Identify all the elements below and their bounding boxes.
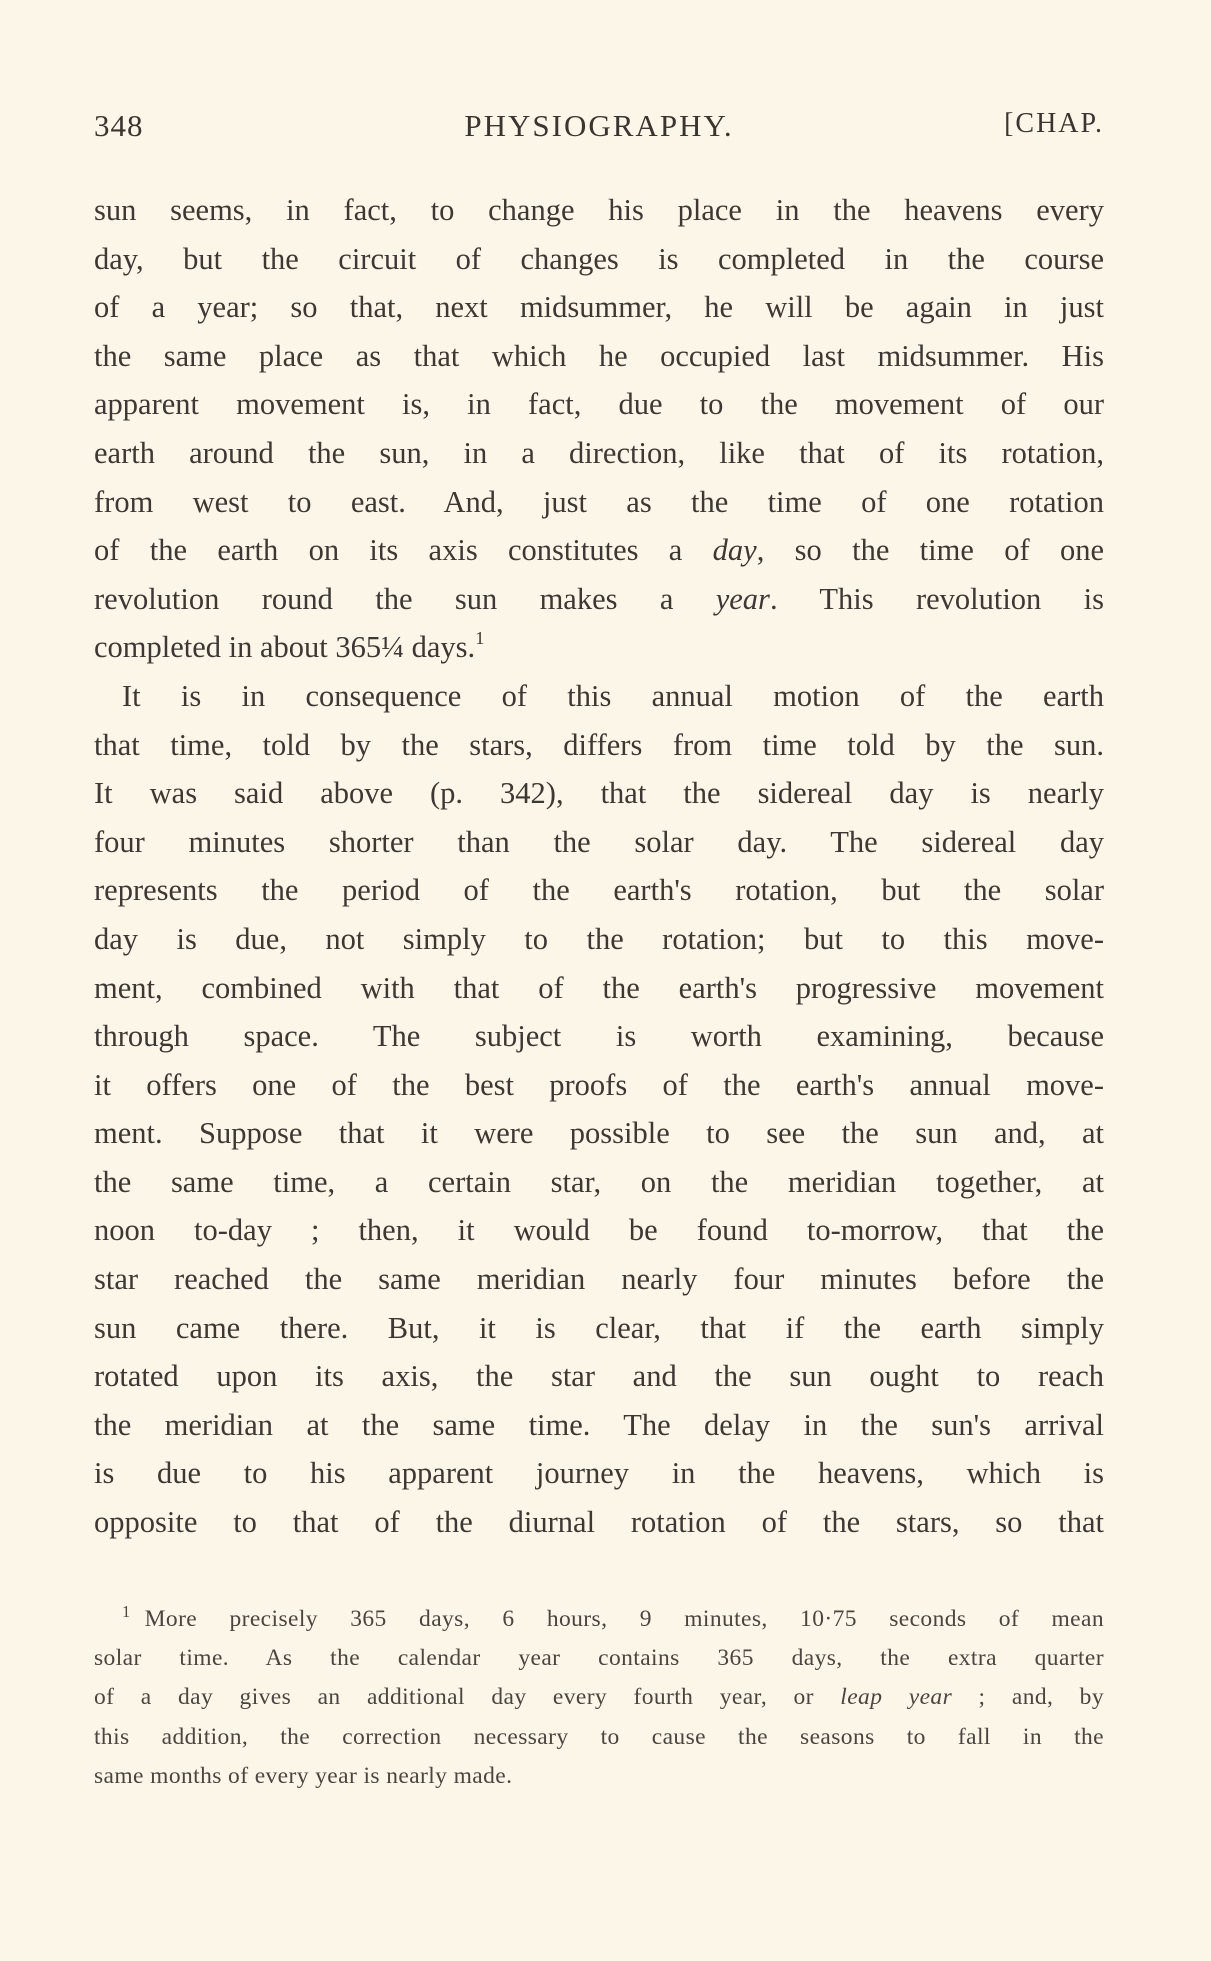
footnote-marker: 1 (122, 1601, 131, 1621)
text-line: four minutes shorter than the solar day. The sidereal day (94, 824, 1104, 859)
text-line: sun seems, in fact, to change his place in the heavens every (94, 193, 1104, 227)
body-text (94, 186, 1104, 1547)
footnote-reference: 1 (475, 628, 485, 649)
text-line: through space. The subject is worth examining, because (94, 1019, 1104, 1054)
text-line: it offers one of the best proofs of the earth's annual move- (94, 1067, 1104, 1102)
text-segment: ; and, by (952, 1684, 1104, 1711)
text-line: the same time, a certain star, on the meridian together, at (94, 1164, 1104, 1199)
footnote-line: solar time. As the calendar year contains 365 days, the extra quarter (94, 1645, 1104, 1672)
italic-term-year: year (715, 581, 770, 616)
text-line: It is in consequence of this annual motion of the earth (122, 678, 1104, 713)
page-header (94, 108, 1104, 156)
text-segment: , so the time of one (756, 533, 1104, 568)
text-line: that time, told by the stars, differs from time told by the sun. (94, 727, 1104, 762)
running-title: PHYSIOGRAPHY. (464, 108, 734, 143)
italic-term-leap-year: leap year (840, 1684, 953, 1711)
text-line: the same place as that which he occupied last midsummer. His (94, 338, 1104, 373)
text-segment: revolution round the sun makes a (94, 581, 716, 616)
text-segment: of a day gives an additional day every fourth year, or (94, 1684, 841, 1711)
text-line: day, but the circuit of changes is completed in the course (94, 241, 1104, 276)
text-line: opposite to that of the diurnal rotation of the stars, so that (94, 1505, 1104, 1540)
text-line: ment, combined with that of the earth's progressive movement (94, 970, 1104, 1005)
text-line: star reached the same meridian nearly four minutes before the (94, 1262, 1104, 1297)
text-line: is due to his apparent journey in the heavens, which is (94, 1456, 1104, 1491)
italic-term-day: day (712, 533, 757, 568)
text-line (94, 623, 1104, 672)
text-line: of a year; so that, next midsummer, he will be again in just (94, 290, 1104, 325)
text-line: from west to east. And, just as the time of one rotation (94, 484, 1104, 519)
page-number: 348 (94, 108, 144, 143)
text-line (94, 526, 1104, 575)
text-line: rotated upon its axis, the star and the sun ought to reach (94, 1359, 1104, 1394)
footnote-line (94, 1600, 1104, 1639)
footnote-line: same months of every year is nearly made. (94, 1762, 513, 1789)
text-line: It was said above (p. 342), that the sidereal day is nearly (94, 776, 1104, 811)
text-line: day is due, not simply to the rotation; but to this move- (94, 921, 1104, 956)
footnote-line (94, 1678, 1104, 1717)
text-line: apparent movement is, in fact, due to the movement of our (94, 387, 1104, 422)
text-line: represents the period of the earth's rotation, but the solar (94, 873, 1104, 908)
text-line: sun came there. But, it is clear, that if the earth simply (94, 1310, 1104, 1345)
text-segment: More precisely 365 days, 6 hours, 9 minutes, 10·75 seconds of mean (144, 1606, 1104, 1632)
text-line: the meridian at the same time. The delay in the sun's arrival (94, 1407, 1104, 1442)
text-line: noon to-day ; then, it would be found to-morrow, that the (94, 1213, 1104, 1248)
text-line (94, 575, 1104, 624)
text-line: ment. Suppose that it were possible to see the sun and, at (94, 1116, 1104, 1151)
footnote-line: this addition, the correction necessary to cause the seasons to fall in the (94, 1723, 1104, 1750)
text-segment: . This revolution is (769, 581, 1104, 616)
chapter-mark: [CHAP. (1004, 108, 1104, 139)
text-segment: of the earth on its axis constitutes a (94, 533, 713, 568)
text-line: earth around the sun, in a direction, like that of its rotation, (94, 435, 1104, 470)
footnote (94, 1600, 1104, 1796)
text-segment: completed in about 365¼ days. (94, 630, 476, 665)
